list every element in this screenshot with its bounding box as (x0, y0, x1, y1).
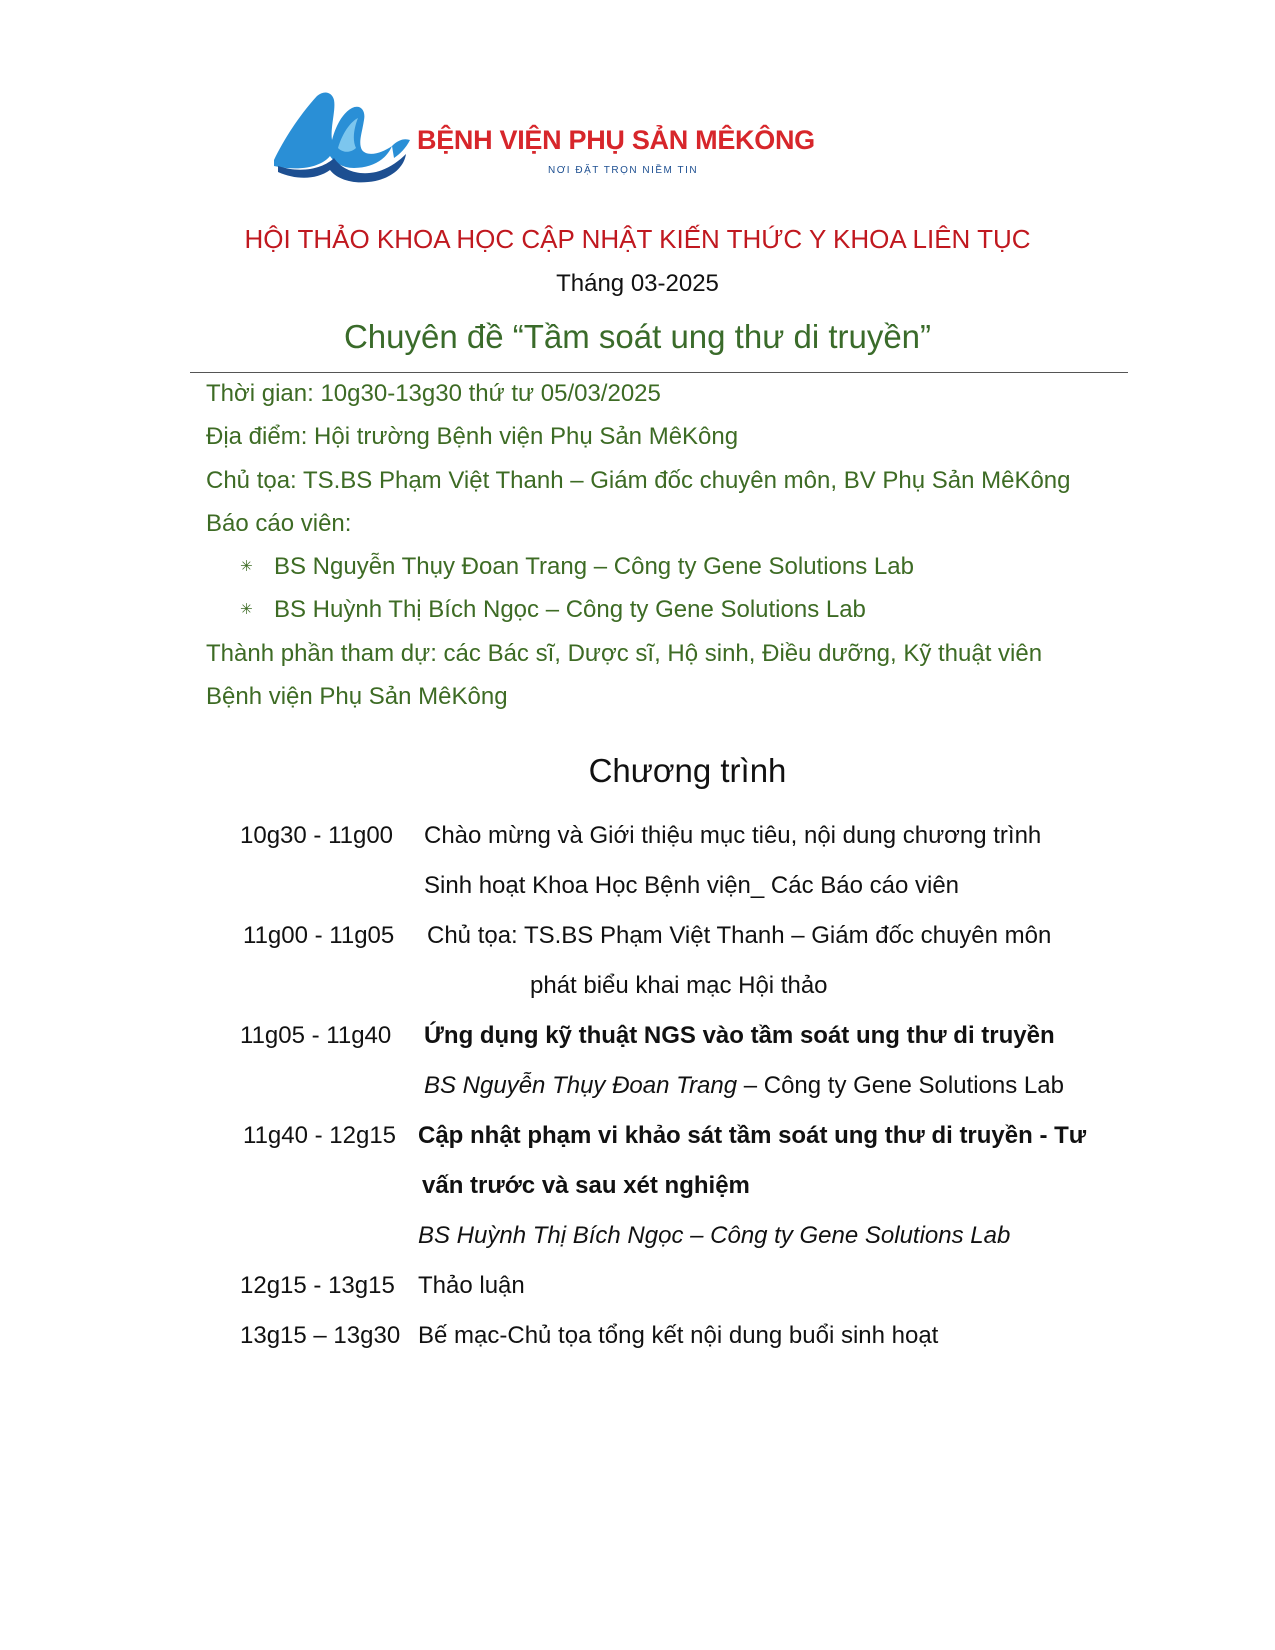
info-attendees: Thành phần tham dự: các Bác sĩ, Dược sĩ, Hộ sinh, Điều dưỡng, Kỹ thuật viên (206, 640, 1043, 667)
logo-hospital-name: BỆNH VIỆN PHỤ SẢN MÊKÔNG (417, 125, 815, 155)
info-time: Thời gian: 10g30-13g30 thứ tư 05/03/2025 (206, 380, 661, 407)
schedule-time: 12g15 - 13g15 (240, 1272, 395, 1299)
schedule-activity: Bế mạc-Chủ tọa tổng kết nội dung buổi sinh hoạt (418, 1322, 939, 1349)
logo-wave-icon (272, 88, 422, 188)
info-chair: Chủ tọa: TS.BS Phạm Việt Thanh – Giám đốc chuyên môn, BV Phụ Sản MêKông (206, 467, 1071, 494)
schedule-activity: Ứng dụng kỹ thuật NGS vào tầm soát ung thư di truyền (424, 1022, 1055, 1049)
schedule-activity-cont: vấn trước và sau xét nghiệm (422, 1172, 750, 1199)
speaker-text: BS Huỳnh Thị Bích Ngọc – Công ty Gene Solutions Lab (274, 596, 866, 623)
schedule-time: 11g05 - 11g40 (240, 1022, 392, 1049)
bullet-icon: ✳ (240, 558, 253, 575)
info-attendees-cont: Bệnh viện Phụ Sản MêKông (206, 683, 508, 710)
info-speakers-label: Báo cáo viên: (206, 510, 352, 537)
info-location: Địa điểm: Hội trường Bệnh viện Phụ Sản MêKông (206, 423, 739, 450)
schedule-time: 13g15 – 13g30 (240, 1322, 401, 1349)
program-heading: Chương trình (588, 752, 787, 789)
schedule-activity: Chủ tọa: TS.BS Phạm Việt Thanh – Giám đốc chuyên môn (427, 922, 1052, 949)
speaker-list-item (240, 553, 914, 581)
schedule-time: 11g40 - 12g15 (243, 1122, 397, 1149)
topic-title: Chuyên đề “Tầm soát ung thư di truyền” (343, 318, 932, 355)
speaker-org: – Công ty Gene Solutions Lab (737, 1072, 1064, 1099)
schedule-speaker: BS Huỳnh Thị Bích Ngọc – Công ty Gene Solutions Lab (418, 1222, 1011, 1249)
header-divider (190, 372, 1128, 373)
hospital-logo (272, 88, 832, 188)
bullet-icon: ✳ (240, 601, 253, 618)
schedule-activity-cont: Sinh hoạt Khoa Học Bệnh viện_ Các Báo cáo viên (424, 872, 960, 899)
speaker-name: BS Nguyễn Thụy Đoan Trang (424, 1072, 738, 1099)
schedule-activity-cont: phát biểu khai mạc Hội thảo (530, 972, 828, 999)
logo-tagline: NƠI ĐẶT TRỌN NIỀM TIN (548, 165, 699, 176)
schedule-time: 10g30 - 11g00 (240, 822, 394, 849)
conference-month: Tháng 03-2025 (556, 270, 719, 297)
schedule-time: 11g00 - 11g05 (243, 922, 395, 949)
schedule-activity: Cập nhật phạm vi khảo sát tầm soát ung thư di truyền - Tư (418, 1122, 1087, 1149)
schedule-speaker (424, 1072, 1064, 1100)
schedule-activity: Chào mừng và Giới thiệu mục tiêu, nội dung chương trình (424, 822, 1042, 849)
conference-title: HỘI THẢO KHOA HỌC CẬP NHẬT KIẾN THỨC Y KHOA LIÊN TỤC (244, 224, 1031, 254)
speaker-text: BS Nguyễn Thụy Đoan Trang – Công ty Gene Solutions Lab (274, 553, 914, 580)
schedule-activity: Thảo luận (418, 1272, 525, 1299)
speaker-list-item (240, 596, 866, 624)
